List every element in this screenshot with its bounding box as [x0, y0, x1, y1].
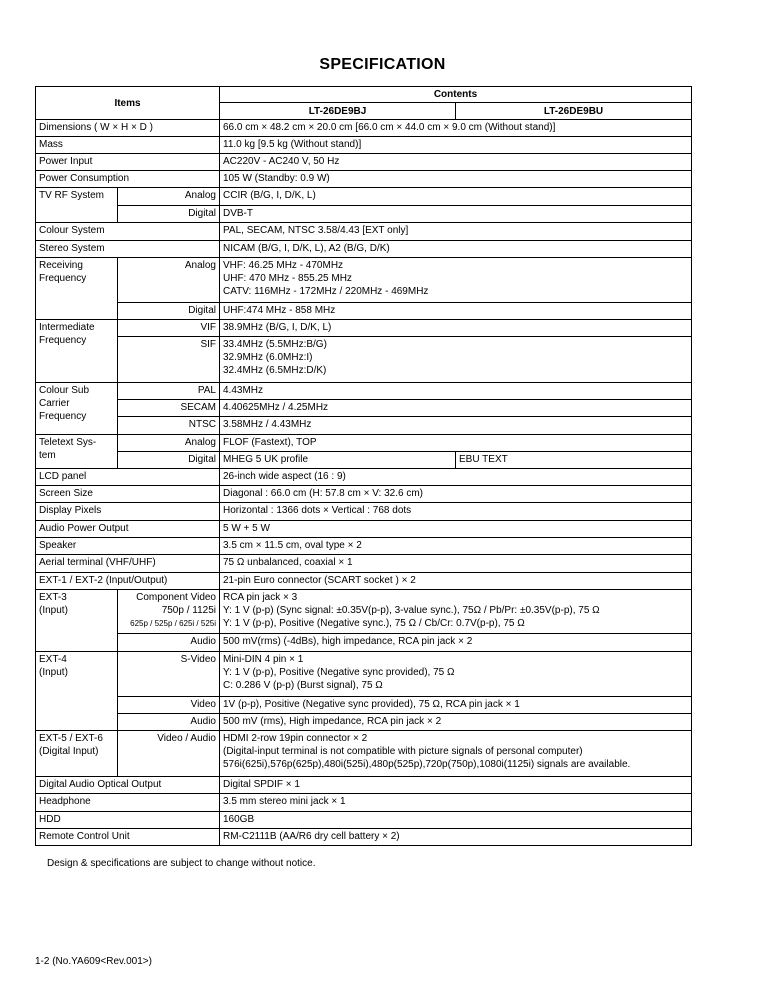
aerial-terminal-label: Aerial terminal (VHF/UHF) — [36, 555, 220, 573]
ntsc-value: 3.58MHz / 4.43MHz — [220, 417, 692, 435]
stereo-system-label: Stereo System — [36, 241, 220, 258]
table-row — [36, 241, 692, 258]
table-row — [36, 154, 692, 171]
ntsc-label: NTSC — [118, 417, 220, 435]
ext4-svideo-line: Mini-DIN 4 pin × 1 — [223, 654, 304, 665]
table-row — [36, 469, 692, 486]
mass-value: 11.0 kg [9.5 kg (Without stand)] — [220, 137, 692, 154]
hdd-value: 160GB — [220, 812, 692, 829]
table-row — [36, 120, 692, 137]
speaker-value: 3.5 cm × 11.5 cm, oval type × 2 — [220, 538, 692, 555]
tv-rf-analog-label: Analog — [118, 188, 220, 206]
pal-label: PAL — [118, 383, 220, 400]
ext56-label-line: (Digital Input) — [39, 746, 99, 757]
ext3-label-line: (Input) — [39, 605, 68, 616]
table-row — [36, 452, 692, 469]
ext4-svideo-line: Y: 1 V (p-p), Positive (Negative sync provided), 75 Ω — [223, 667, 455, 678]
teletext-label-line: Teletext Sys- — [39, 437, 97, 448]
display-pixels-label: Display Pixels — [36, 503, 220, 521]
ext3-audio-value: 500 mV(rms) (-4dBs), high impedance, RCA pin jack × 2 — [220, 634, 692, 652]
ext4-label — [36, 652, 118, 731]
receiving-analog-line: UHF: 470 MHz - 855.25 MHz — [223, 273, 352, 284]
sif-line: 32.9MHz (6.0MHz:I) — [223, 352, 313, 363]
pal-value: 4.43MHz — [220, 383, 692, 400]
table-row — [36, 652, 692, 697]
ext3-video-line: Y: 1 V (p-p) (Sync signal: ±0.35V(p-p), 3-value sync.), 75Ω / Pb/Pr: ±0.35V(p-p), 75 Ω — [223, 605, 600, 616]
teletext-label-line: tem — [39, 450, 56, 461]
display-pixels-value: Horizontal : 1366 dots × Vertical : 768 dots — [220, 503, 692, 521]
ext4-video-label: Video — [118, 697, 220, 714]
table-row — [36, 521, 692, 538]
table-row — [36, 812, 692, 829]
table-row — [36, 337, 692, 383]
table-row — [36, 573, 692, 590]
table-row — [36, 320, 692, 337]
power-input-label: Power Input — [36, 154, 220, 171]
receiving-label-line: Frequency — [39, 273, 87, 284]
screen-size-value: Diagonal : 66.0 cm (H: 57.8 cm × V: 32.6 cm) — [220, 486, 692, 503]
table-row — [36, 223, 692, 241]
items-header: Items — [36, 87, 220, 120]
colour-system-value: PAL, SECAM, NTSC 3.58/4.43 [EXT only] — [220, 223, 692, 241]
table-row — [36, 171, 692, 188]
vif-value: 38.9MHz (B/G, I, D/K, L) — [220, 320, 692, 337]
ext4-video-value: 1V (p-p), Positive (Negative sync provided), 75 Ω, RCA pin jack × 1 — [220, 697, 692, 714]
ext4-label-line: EXT-4 — [39, 654, 67, 665]
power-input-value: AC220V - AC240 V, 50 Hz — [220, 154, 692, 171]
ext56-video-audio-label: Video / Audio — [118, 731, 220, 777]
dimensions-label: Dimensions ( W × H × D ) — [36, 120, 220, 137]
ext4-label-line: (Input) — [39, 667, 68, 678]
mass-label: Mass — [36, 137, 220, 154]
stereo-system-value: NICAM (B/G, I, D/K, L), A2 (B/G, D/K) — [220, 241, 692, 258]
optical-output-value: Digital SPDIF × 1 — [220, 777, 692, 794]
teletext-digital-label: Digital — [118, 452, 220, 469]
ext4-svideo-value — [220, 652, 692, 697]
tv-rf-analog-value: CCIR (B/G, I, D/K, L) — [220, 188, 692, 206]
receiving-analog-label: Analog — [118, 258, 220, 303]
model-bu-header: LT-26DE9BU — [456, 103, 692, 120]
receiving-label-line: Receiving — [39, 260, 83, 271]
table-row — [36, 794, 692, 812]
receiving-digital-value: UHF:474 MHz - 858 MHz — [220, 303, 692, 320]
colour-sub-label-line: Frequency — [39, 411, 87, 422]
speaker-label: Speaker — [36, 538, 220, 555]
ext56-line: HDMI 2-row 19pin connector × 2 — [223, 733, 368, 744]
tv-rf-digital-value: DVB-T — [220, 206, 692, 223]
receiving-analog-value — [220, 258, 692, 303]
table-row — [36, 435, 692, 452]
ext56-line: 576i(625i),576p(625p),480i(525i),480p(525p),720p(750p),1080i(1125i) signals are available. — [223, 759, 631, 770]
ext3-label-line: EXT-3 — [39, 592, 67, 603]
ext56-label — [36, 731, 118, 777]
secam-value: 4.40625MHz / 4.25MHz — [220, 400, 692, 417]
receiving-analog-line: CATV: 116MHz - 172MHz / 220MHz - 469MHz — [223, 286, 429, 297]
table-row — [36, 555, 692, 573]
audio-power-label: Audio Power Output — [36, 521, 220, 538]
table-row — [36, 303, 692, 320]
table-row — [36, 486, 692, 503]
sif-line: 32.4MHz (6.5MHz:D/K) — [223, 365, 327, 376]
table-row — [36, 538, 692, 555]
optical-output-label: Digital Audio Optical Output — [36, 777, 220, 794]
table-row — [36, 188, 692, 206]
sif-label: SIF — [118, 337, 220, 383]
ext56-value — [220, 731, 692, 777]
table-row — [36, 590, 692, 634]
page-title: SPECIFICATION — [319, 56, 446, 73]
power-consumption-value: 105 W (Standby: 0.9 W) — [220, 171, 692, 188]
table-header-row — [36, 87, 692, 103]
ext3-sub-line: Component Video — [136, 592, 216, 603]
model-bj-header: LT-26DE9BJ — [220, 103, 456, 120]
table-row — [36, 383, 692, 400]
headphone-value: 3.5 mm stereo mini jack × 1 — [220, 794, 692, 812]
teletext-system-label — [36, 435, 118, 469]
ext3-component-video-value — [220, 590, 692, 634]
receiving-analog-line: VHF: 46.25 MHz - 470MHz — [223, 260, 344, 271]
secam-label: SECAM — [118, 400, 220, 417]
table-row — [36, 634, 692, 652]
table-row — [36, 137, 692, 154]
page-footer: 1-2 (No.YA609<Rev.001>) — [35, 956, 152, 967]
table-row — [36, 400, 692, 417]
table-row — [36, 777, 692, 794]
intermediate-label-line: Frequency — [39, 335, 87, 346]
power-consumption-label: Power Consumption — [36, 171, 220, 188]
teletext-digital-bj-value: MHEG 5 UK profile — [220, 452, 456, 469]
ext3-video-line: RCA pin jack × 3 — [223, 592, 298, 603]
ext3-audio-label: Audio — [118, 634, 220, 652]
ext56-label-line: EXT-5 / EXT-6 — [39, 733, 103, 744]
ext3-video-line: Y: 1 V (p-p), Positive (Negative sync.), 75 Ω / Cb/Cr: 0.7V(p-p), 75 Ω — [223, 618, 525, 629]
receiving-frequency-label — [36, 258, 118, 320]
colour-sub-label-line: Carrier — [39, 398, 70, 409]
table-row — [36, 731, 692, 777]
ext3-label — [36, 590, 118, 652]
remote-control-label: Remote Control Unit — [36, 829, 220, 846]
aerial-terminal-value: 75 Ω unbalanced, coaxial × 1 — [220, 555, 692, 573]
audio-power-value: 5 W + 5 W — [220, 521, 692, 538]
specification-table — [35, 86, 692, 846]
remote-control-value: RM-C2111B (AA/R6 dry cell battery × 2) — [220, 829, 692, 846]
ext56-line: (Digital-input terminal is not compatible with picture signals of personal computer) — [223, 746, 583, 757]
teletext-analog-value: FLOF (Fastext), TOP — [220, 435, 692, 452]
teletext-digital-bu-value: EBU TEXT — [456, 452, 692, 469]
table-row — [36, 206, 692, 223]
lcd-panel-label: LCD panel — [36, 469, 220, 486]
ext3-sub-line: 750p / 1125i — [161, 605, 216, 616]
colour-sub-label-line: Colour Sub — [39, 385, 90, 396]
colour-sub-carrier-label — [36, 383, 118, 435]
teletext-analog-label: Analog — [118, 435, 220, 452]
table-row — [36, 258, 692, 303]
intermediate-label-line: Intermediate — [39, 322, 95, 333]
sif-line: 33.4MHz (5.5MHz:B/G) — [223, 339, 327, 350]
vif-label: VIF — [118, 320, 220, 337]
ext4-audio-value: 500 mV (rms), High impedance, RCA pin jack × 2 — [220, 714, 692, 731]
table-row — [36, 417, 692, 435]
ext3-sub-line: 625p / 525p / 625i / 525i — [130, 619, 216, 628]
lcd-panel-value: 26-inch wide aspect (16 : 9) — [220, 469, 692, 486]
intermediate-frequency-label — [36, 320, 118, 383]
disclaimer-note: Design & specifications are subject to change without notice. — [47, 858, 316, 869]
tv-rf-label: TV RF System — [36, 188, 118, 223]
ext4-audio-label: Audio — [118, 714, 220, 731]
ext4-svideo-line: C: 0.286 V (p-p) (Burst signal), 75 Ω — [223, 680, 383, 691]
dimensions-value: 66.0 cm × 48.2 cm × 20.0 cm [66.0 cm × 44.0 cm × 9.0 cm (Without stand)] — [220, 120, 692, 137]
contents-header: Contents — [220, 87, 692, 103]
table-row — [36, 829, 692, 846]
receiving-digital-label: Digital — [118, 303, 220, 320]
tv-rf-digital-label: Digital — [118, 206, 220, 223]
ext12-value: 21-pin Euro connector (SCART socket ) × 2 — [220, 573, 692, 590]
table-row — [36, 714, 692, 731]
colour-system-label: Colour System — [36, 223, 220, 241]
ext4-svideo-label: S-Video — [118, 652, 220, 697]
table-row — [36, 503, 692, 521]
hdd-label: HDD — [36, 812, 220, 829]
headphone-label: Headphone — [36, 794, 220, 812]
table-row — [36, 697, 692, 714]
screen-size-label: Screen Size — [36, 486, 220, 503]
ext3-component-video-label — [118, 590, 220, 634]
sif-value — [220, 337, 692, 383]
ext12-label: EXT-1 / EXT-2 (Input/Output) — [36, 573, 220, 590]
